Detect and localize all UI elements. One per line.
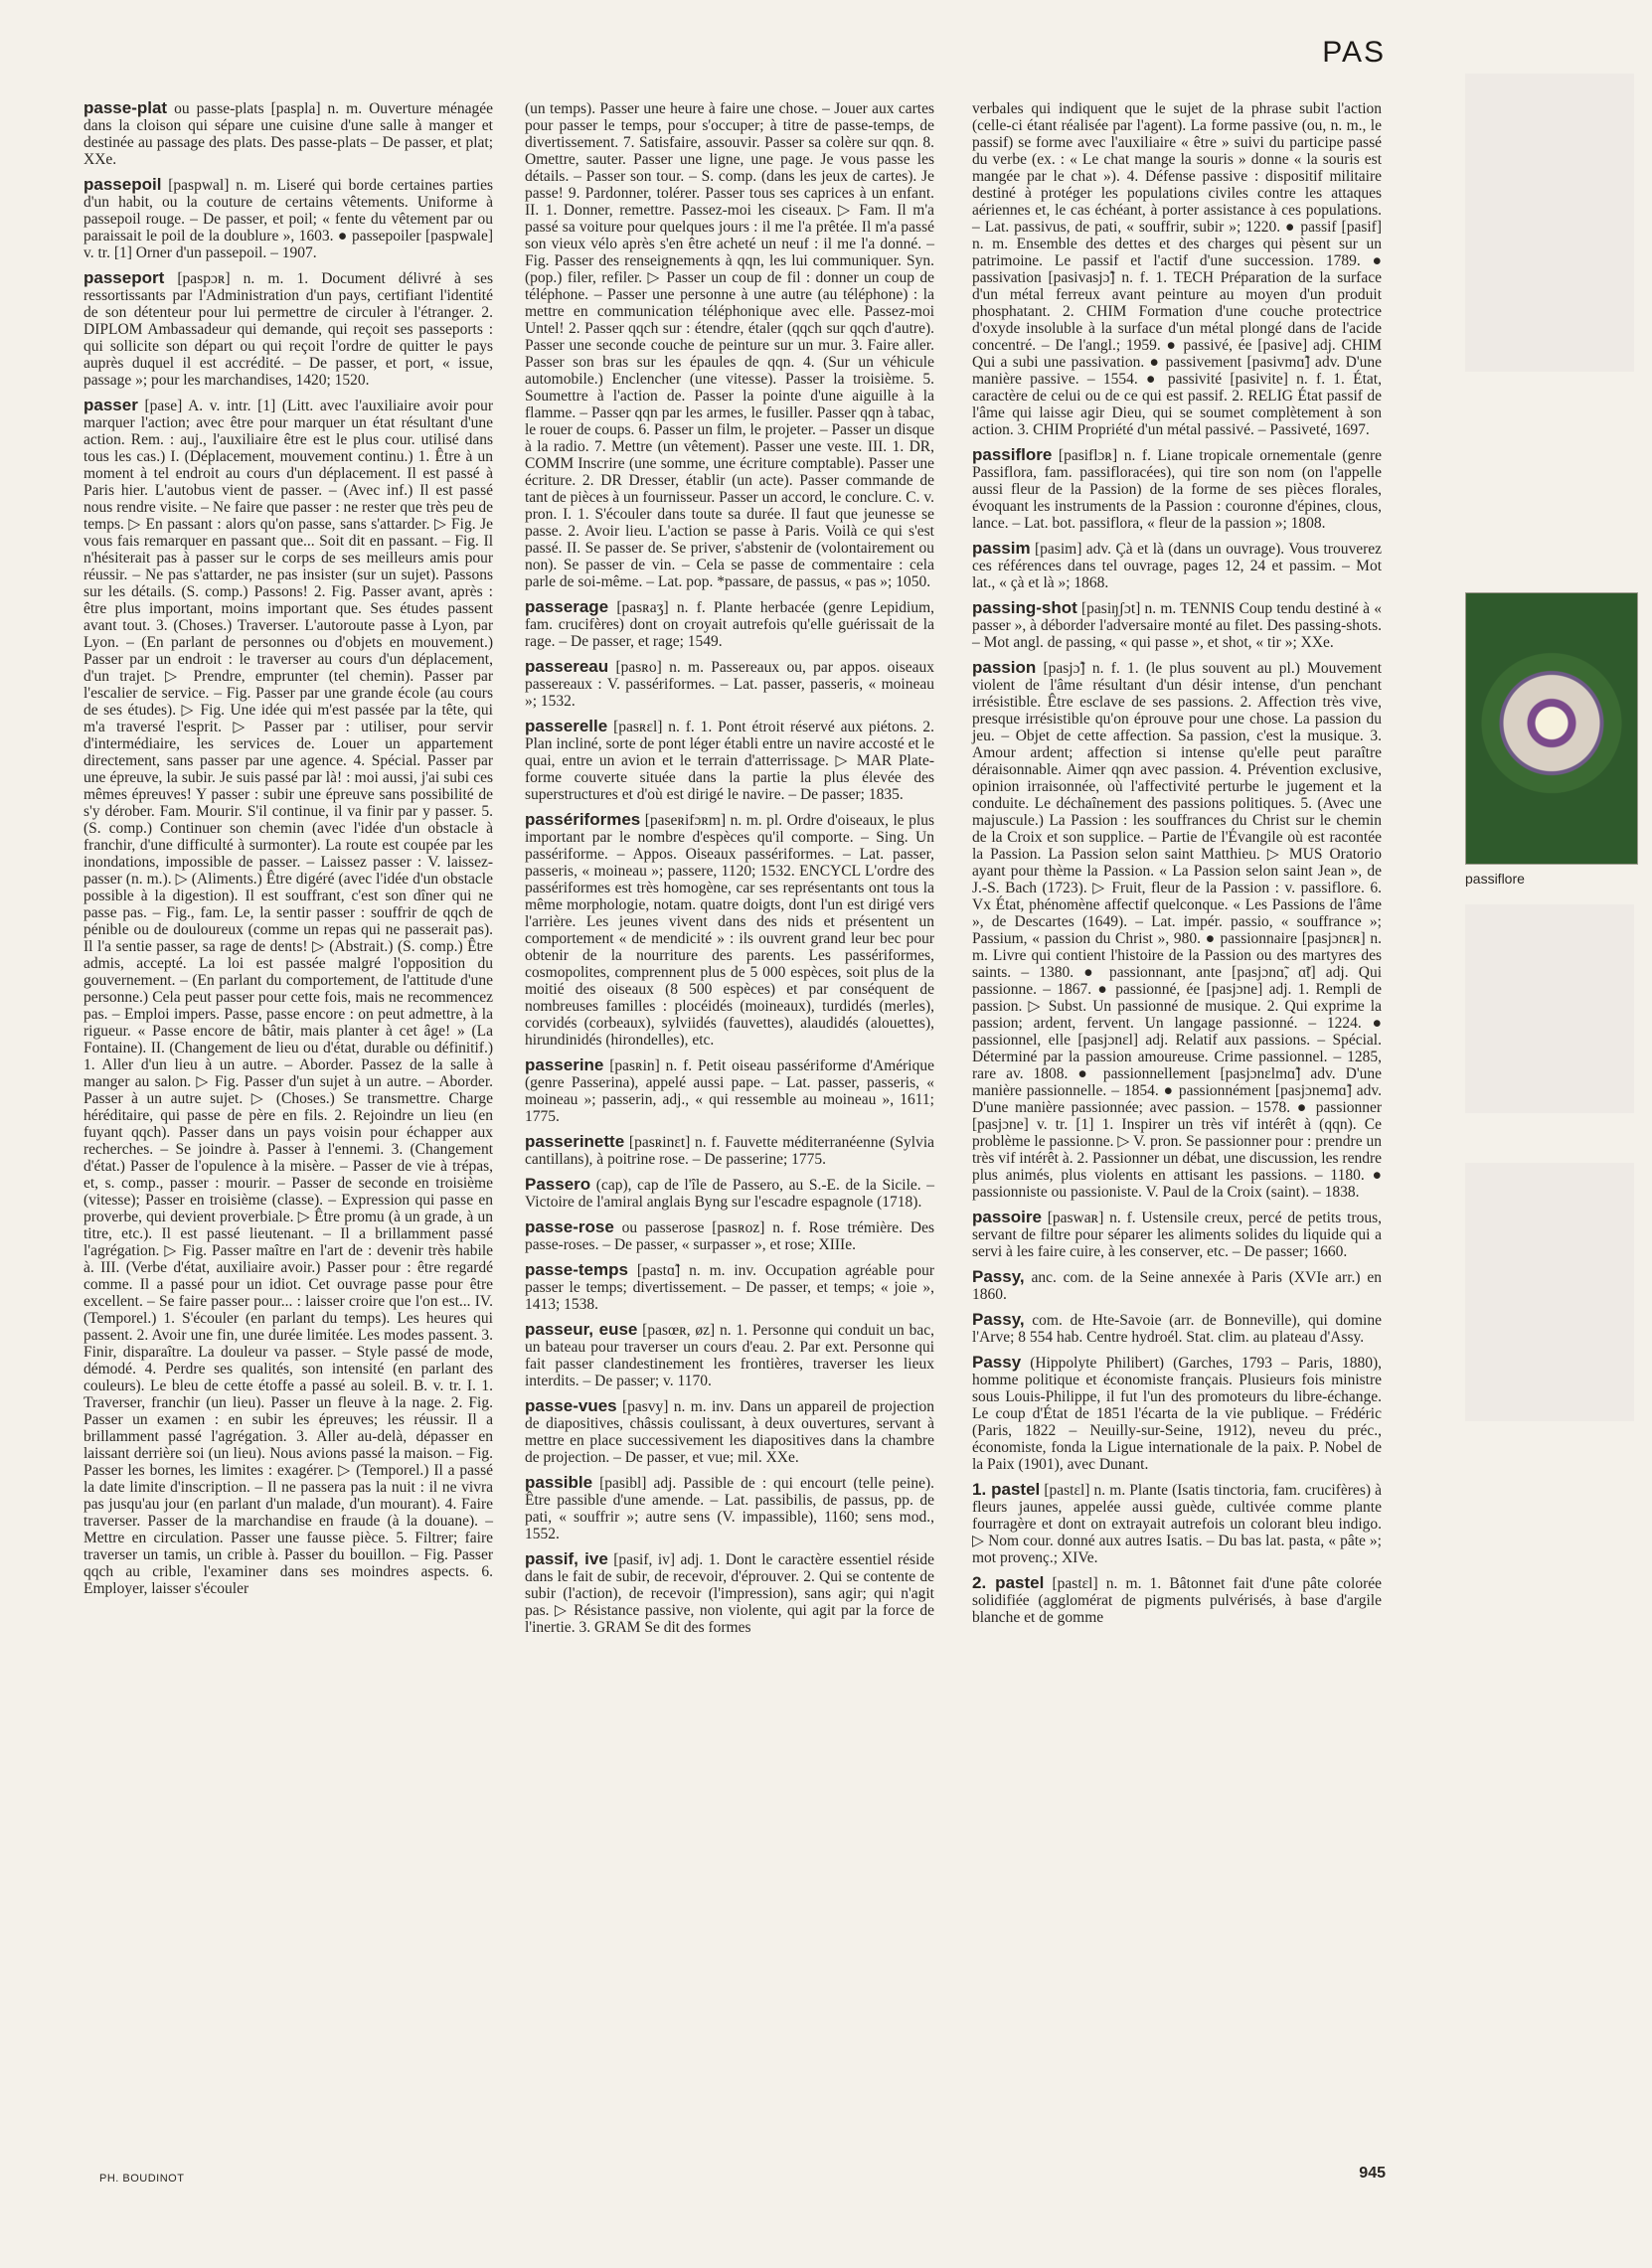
entry-definition: (Hippolyte Philibert) (Garches, 1793 – Paris, 1880), homme politique et économiste français. Plusieurs fois ministre sous Louis-Philippe, il fut l'un des promoteurs du libre-échange. Le coup d'État de 1851 l'écarta de la vie publique. – Frédéric (Paris, 1822 – Neuilly-sur-Seine, 1912), neveu du préc., économiste, fonda la Ligue internationale de la paix. P. Nobel de la Paix (1901), avec Dunant. (972, 1355, 1382, 1473)
dictionary-entry (83, 269, 493, 389)
entry-headword: passoire (972, 1208, 1042, 1226)
entry-headword: passe-plat (83, 98, 168, 117)
dictionary-entry (525, 1550, 934, 1636)
figure-caption: passiflore (1465, 871, 1525, 887)
dictionary-entry (525, 1474, 934, 1542)
entry-headword: passerage (525, 597, 609, 616)
entry-headword: passerine (525, 1055, 604, 1074)
dictionary-entry (525, 718, 934, 803)
passion-flower-photo (1465, 592, 1638, 865)
entry-headword: passe-temps (525, 1260, 628, 1279)
entry-definition: [pasʀɛl] n. f. 1. Pont étroit réservé aux piétons. 2. Plan incliné, sorte de pont léger établi entre un navire accosté et le quai, entre un avion et le terrain d'atterrissage. ▷ MAR Plate-forme couverte située dans la partie la plus élevée des superstructures et d'où est dirigé le navire. – De passer; 1835. (525, 719, 935, 803)
dictionary-entry (525, 1261, 934, 1313)
entry-headword: passereau (525, 657, 609, 676)
dictionary-entry (525, 1321, 934, 1389)
entry-definition: anc. com. de la Seine annexée à Paris (XVIe arr.) en 1860. (972, 1269, 1382, 1303)
dictionary-entry (972, 99, 1382, 438)
entry-headword: Passero (525, 1175, 591, 1194)
entry-definition: [paspwal] n. m. Liseré qui borde certaines parties d'un habit, ou la couture de certains vêtements. Uniforme à passepoil rouge. – De passer, et poil; « fente du vêtement par ou paraissait le poil de la doublure », 1603. ● passepoiler [paspwale] v. tr. [1] Orner d'un passepoil. – 1907. (83, 177, 494, 261)
entry-headword: passim (972, 539, 1031, 558)
entry-headword: passiflore (972, 445, 1053, 464)
entry-definition: ou passerose [pasʀoz] n. f. Rose trémière. Des passe-roses. – De passer, « surpasser », et rose; XIIIe. (525, 1219, 934, 1253)
dictionary-entry (972, 540, 1382, 591)
dictionary-entry (972, 1354, 1382, 1473)
dictionary-entry (525, 1397, 934, 1466)
entry-headword: passer (83, 396, 138, 414)
dictionary-entry (525, 811, 934, 1049)
entry-definition: [paseʀifɔʀm] n. m. pl. Ordre d'oiseaux, le plus important par le nombre d'espèces qu'il comporte. – Sing. Un passériforme. – Appos. Oiseaux passériformes. – Lat. passer, passeris, « moineau »; passere, 1120; 1532. ENCYCL L'ordre des passériformes est très homogène, car ses représentants ont tous la même morphologie, notam. quatre doigts, dont l'un est dirigé vers l'arrière. Les jeunes vivent dans des nids et présentent un comportement « de mendicité » : ils ouvrent grand leur bec pour obtenir de la nourriture des parents. Les passériformes, cosmopolites, comprennent plus de 5 000 espèces, soit plus de la moitié des oiseaux (8 500 espèces) et par conséquent de nombreuses familles : plocéidés (moineaux), turdidés (merles), corvidés (corbeaux), sylviidés (fauvettes), alaudidés (alouettes), hirundinidés (hirondelles), etc. (525, 812, 934, 1049)
entry-definition: com. de Hte-Savoie (arr. de Bonneville), qui domine l'Arve; 8 554 hab. Centre hydroél. Stat. clim. au plateau d'Assy. (972, 1312, 1382, 1346)
entry-definition: [pasjɔ̃] n. f. 1. (le plus souvent au pl.) Mouvement violent de l'âme résultant d'un désir intense, d'un penchant irrésistible. Être esclave de ses passions. 2. Affection très vive, presque irrésistible qu'on éprouve pour une chose. La passion du jeu. – Objet de cette affection. Sa passion, c'est la musique. 3. Amour ardent; affection si intense qu'elle peut paraître déraisonnable. Aimer qqn avec passion. 4. Prévention exclusive, opinion irraisonnée, où l'affectivité perturbe le jugement et la conduite. Le déchaînement des passions politiques. 5. (Avec une majuscule.) La Passion : les souffrances du Christ sur le chemin de la Croix et son supplice. – Partie de l'Évangile où est racontée la Passion. La Passion selon saint Matthieu. ▷ MUS Oratorio ayant pour thème la Passion. « La Passion selon saint Jean », de J.-S. Bach (1723). ▷ Fruit, fleur de la Passion : v. passiflore. 6. Vx État, phénomène affectif quelconque. « Les Passions de l'âme », de Descartes (1649). – Lat. impér. passio, « souffrance »; Passium, « passion du Christ », 980. ● passionnaire [pasjɔnɛʀ] n. m. Livre qui contient l'histoire de la Passion ou des martyres des saints. – 1380. ● passionnant, ante [pasjɔnɑ̃, ɑ̃t] adj. Qui passionne. – 1867. ● passionné, ée [pasjɔne] adj. 1. Rempli de passion. ▷ Subst. Un passionné de musique. 2. Qui exprime la passion; ardent, fervent. Un langage passionné. – 1224. ● passionnel, elle [pasjɔnɛl] adj. Relatif aux passions. – Spécial. Déterminé par la passion amoureuse. Crime passionnel. – 1285, rare av. 1808. ● passionnellement [pasjɔnɛlmɑ̃] adv. D'une manière passionnelle. – 1854. ● passionnément [pasjɔnemɑ̃] adv. D'une manière passionnée; avec passion. – 1578. ● passionner [pasjɔne] v. tr. [1] 1. Inspirer un très vif intérêt à (qqn). Ce problème le passionne. ▷ V. pron. Se passionner pour : prendre un très vif intérêt à. 2. Passionner un débat, une discussion, les rendre plus animés, plus violents en attisant les passions. – 1180. ● passionniste ou passioniste. V. Paul de la Croix (saint). – 1838. (972, 660, 1382, 1201)
entry-definition: [pase] A. v. intr. [1] (Litt. avec l'auxiliaire avoir pour marquer l'action; avec être pour marquer un état résultant d'une action. Rem. : auj., l'auxiliaire être est le plus cour. utilisé dans tous les cas.) I. (Déplacement, mouvement continu.) 1. Être à un moment à tel endroit au cours d'un déplacement. Il est passé à Paris hier. L'autobus vient de passer. – (Avec inf.) Il est passé nous rendre visite. – Ne faire que passer : ne rester que très peu de temps. ▷ En passant : alors qu'on passe, sans s'attarder. ▷ Fig. Je vous fais remarquer en passant que... Soit dit en passant. – Fig. Il n'hésiterait pas à passer sur le corps de ses meilleurs amis pour réussir. – Ne pas s'attarder, ne pas insister (sur un sujet). Passons sur les détails. (S. comp.) Passons! 2. Fig. Passer avant, après : être plus important, moins important que. Ses études passent avant tout. 3. (Choses.) Traverser. L'autoroute passe à Lyon, par Lyon. – (En parlant de personnes ou d'objets en mouvement.) Passer par un endroit : le traverser au cours d'un déplacement, d'un trajet. ▷ Prendre, emprunter (tel chemin). Passer par l'escalier de service. – Fig. Passer par une grande école (au cours de ses études). ▷ Fig. Une idée qui m'est passée par la tête, qui m'a traversé l'esprit. ▷ Passer par : utiliser, pour servir d'intermédiaire, les services de. Louer un appartement directement, sans passer par une agence. 4. Spécial. Passer par une épreuve, la subir. Je suis passé par là! : moi aussi, j'ai subi ces mêmes épreuves! Y passer : subir une épreuve sans possibilité de s'y dérober. Fam. Mourir. S'il continue, il va finir par y passer. 5. (S. comp.) Continuer son chemin (avec l'idée d'un obstacle à franchir, d'une difficulté à surmonter). La route est coupée par les inondations, impossible de passer. – Laissez passer : V. laissez-passer (n. m.). ▷ (Aliments.) Être digéré (avec l'idée d'un obstacle possible à la digestion). Il est souffrant, c'est son dîner qui ne passe pas. – Fig., fam. Le, la sentir passer : souffrir de qqch de pénible ou de douloureux (comme un repas qui ne passerait pas). Il l'a sentie passer, sa rage de dents! ▷ (Abstrait.) (S. comp.) Être admis, accepté. La loi est passée malgré l'opposition du gouvernement. – (En parlant du comportement, de l'attitude d'une personne.) Cela peut passer pour cette fois, mais ne recommencez pas. – Emploi impers. Passe, passe encore : on peut admettre, à la rigueur. « Passe encore de bâtir, mais planter à cet âge! » (La Fontaine). II. (Changement de lieu ou d'état, durable ou définitif.) 1. Aller d'un lieu à un autre. – Aborder. Passez de la salle à manger au salon. ▷ Fig. Passer d'un sujet à un autre. – Aborder. Passer à un autre sujet. ▷ (Choses.) Se transmettre. Charge héréditaire, qui passe de père en fils. 2. Rejoindre un lieu (en fuyant qqch). Passer dans un pays voisin pour échapper aux recherches. – Se joindre à. Passer à l'ennemi. 3. (Changement d'état.) Passer de l'opulence à la misère. – Passer de vie à trépas, et, s. comp., passer : mourir. – Passer de seconde en troisième (vitesse); Passer en troisième (classe). – Expression qui passe en proverbe, qui devient proverbiale. ▷ Être promu (à un grade, à un titre, etc.). Il est passé lieutenant. – Il a brillamment passé l'agrégation. ▷ Fig. Passer maître en l'art de : devenir très habile à. III. (Verbe d'état, auxiliaire avoir.) Passer pour : être regardé comme. Il a passé pour un idiot. Cet ouvrage passe pour être excellent. – Se faire passer pour... : laisser croire que l'on est... IV. (Temporel.) 1. S'écouler (en parlant du temps). Les heures qui passent. 2. Avoir une fin, une durée limitée. Les modes passent. 3. Finir, disparaître. La douleur va passer. – Style passé de mode, démodé. 4. Perdre ses qualités, son intensité (en parlant des couleurs). Le bleu de cette étoffe a passé au soleil. B. v. tr. I. 1. Traverser, franchir (un lieu). Passer un fleuve à la nage. 2. Fig. Passer un examen : en subir les épreuves; les réussir. Il a brillamment passé l'agrégation. 3. Aller au-delà, dépasser en laissant derrière soi (un lieu). Nous avions passé la maison. – Fig. Passer les bornes, les limites : exagérer. ▷ (Temporel.) Il a passé la date limite d'inscription. – Il ne passera pas la nuit : il ne vivra pas jusqu'au jour (en parlant d'un malade, d'un mourant). 4. Faire traverser. Passer de la marchandise en fraude (à la douane). – Mettre en circulation. Passer une fausse pièce. 5. Filtrer; faire traverser un tamis, un crible à. Passer du bouillon. – Fig. Passer qqch au crible, l'examiner dans ses moindres aspects. 6. Employer, laisser s'écouler (83, 398, 494, 1597)
entry-definition: [pasim] adv. Çà et là (dans un ouvrage). Vous trouverez ces références dans tel ouvrage, pages 12, 24 et passim. – Mot lat., « çà et là »; 1868. (972, 541, 1382, 591)
dictionary-entry (525, 1218, 934, 1253)
dictionary-entry (525, 99, 934, 590)
bleed-through-strip (1465, 74, 1634, 372)
entry-headword: 2. pastel (972, 1573, 1045, 1592)
entry-definition: (un temps). Passer une heure à faire une chose. – Jouer aux cartes pour passer le temps, pour s'occuper; à titre de passe-temps, de divertissement. 7. Satisfaire, assouvir. Passer sa colère sur qqn. 8. Omettre, sauter. Passer une ligne, une page. Je vous passe les détails. – Passer son tour. – S. comp. (dans les jeux de cartes). Je passe! 9. Pardonner, tolérer. Passer tous ses caprices à un enfant. II. 1. Donner, remettre. Passez-moi les ciseaux. ▷ Fam. Il m'a passé sa voiture pour quelques jours : il me l'a prêtée. Il m'a passé son vieux vélo après s'en être acheté un neuf : il me l'a donné. – Fig. Passer des renseignements à qqn, les lui communiquer. Syn. (pop.) filer, refiler. ▷ Passer un coup de fil : donner un coup de téléphone. – Passer une personne à une autre (au téléphone) : la mettre en communication téléphonique avec elle. Passez-moi Untel! 2. Passer qqch sur : étendre, étaler (qqch sur qqch d'autre). Passer une seconde couche de peinture sur un mur. 3. Faire aller. Passer son bras sur les épaules de qqn. 4. (Sur un véhicule automobile.) Enclencher (une vitesse). Passer la troisième. 5. Soumettre à l'action de. Passer la pointe d'une aiguille à la flamme. – Passer qqn par les armes, le fusiller. Passer qqn à tabac, le rouer de coups. 6. Passer un film, le projeter. – Passer un disque à la radio. 7. Mettre (un vêtement). Passer une veste. III. 1. DR, COMM Inscrire (une somme, une écriture comptable). Passer une écriture. 2. DR Dresser, établir (un acte). Passer commande de tant de pièces à un fournisseur. Passer un accord, le conclure. C. v. pron. I. 1. S'écouler dans toute sa durée. Il faut que jeunesse se passe. 2. Avoir lieu. L'action se passe à Paris. Voilà ce qui s'est passé. II. Se passer de. Se priver, s'abstenir de (volontairement ou non). Se passer de vin. – Cela se passe de commentaire : cela parle de soi-même. – Lat. pop. *passare, de passus, « pas »; 1050. (525, 100, 934, 590)
entry-definition: [pasiflɔʀ] n. f. Liane tropicale ornementale (genre Passiflora, fam. passifloracées), qui tire son nom (on l'appelle aussi fleur de la Passion) de la forme de ses pièces florales, évoquant les instruments de la Passion : couronne d'épines, clous, lance. – Lat. bot. passiflora, « fleur de la passion »; 1808. (972, 447, 1383, 532)
dictionary-entry (525, 658, 934, 710)
entry-headword: Passy, (972, 1267, 1025, 1286)
dictionary-entry (972, 1268, 1382, 1303)
column-2 (525, 99, 934, 1644)
entry-headword: passepoil (83, 175, 162, 194)
entry-definition: [paspɔʀ] n. m. 1. Document délivré à ses ressortissants par l'Administration d'un pays, certifiant l'identité de son détenteur pour lui permettre de circuler à l'étranger. 2. DIPLOM Ambassadeur qui demande, qui reçoit ses passeports : qui sollicite son départ ou qui reçoit l'ordre de quitter le pays auprès duquel il est accrédité. – De passer, et port, « issue, passage »; pour les marchandises, 1420; 1520. (83, 270, 494, 389)
passiflora-figure (1465, 592, 1638, 887)
bleed-through-strip (1465, 1163, 1634, 1421)
dictionary-entry (83, 176, 493, 261)
entry-headword: Passy, (972, 1310, 1025, 1329)
dictionary-entry (525, 1056, 934, 1125)
dictionary-entry (83, 397, 493, 1597)
entry-headword: passériformes (525, 810, 641, 829)
entry-definition: [pasʀin] n. f. Petit oiseau passériforme d'Amérique (genre Passerina), appelé aussi pape. – Lat. passer, passeris, « moineau »; passerin, adj., « qui ressemble au moineau », 1611; 1775. (525, 1057, 934, 1125)
entry-headword: passe-rose (525, 1217, 614, 1236)
entry-headword: 1. pastel (972, 1480, 1041, 1499)
entry-definition: (cap), cap de l'île de Passero, au S.-E. de la Sicile. – Victoire de l'amiral anglais Byng sur l'escadre espagnole (1718). (525, 1177, 935, 1211)
dictionary-entry (972, 1311, 1382, 1346)
entry-definition: [pasʀo] n. m. Passereaux ou, par appos. oiseaux passereaux : V. passériformes. – Lat. passer, passeris, « moineau »; 1532. (525, 659, 934, 710)
entry-headword: passeur, euse (525, 1320, 638, 1339)
entry-headword: passion (972, 658, 1037, 677)
entry-headword: passeport (83, 268, 165, 287)
entry-headword: passif, ive (525, 1549, 608, 1568)
dictionary-entry (972, 1481, 1382, 1566)
entry-headword: Passy (972, 1353, 1022, 1372)
entry-definition: [pasʀaʒ] n. f. Plante herbacée (genre Lepidium, fam. crucifères) dont on croyait autrefois qu'elle guérissait de la rage. – De passer, et rage; 1549. (525, 599, 934, 650)
entry-definition: [pasibl] adj. Passible de : qui encourt (telle peine). Être passible d'une amende. – Lat. passibilis, de passus, pp. de pati, « souffrir »; autre sens (V. impassible), 1160; sens mod., 1552. (525, 1475, 934, 1542)
entry-headword: passerinette (525, 1132, 625, 1151)
entry-definition: [pastɛl] n. m. 1. Bâtonnet fait d'une pâte colorée solidifiée (agglomérat de pigments pulvérisés, à base d'argile blanche et de gomme (972, 1575, 1383, 1626)
entry-headword: passerelle (525, 717, 608, 735)
column-3 (972, 99, 1382, 1634)
guide-word: PAS (1322, 36, 1386, 69)
dictionary-entry (972, 1209, 1382, 1260)
entry-definition: ou passe-plats [paspla] n. m. Ouverture ménagée dans la cloison qui sépare une cuisine d'une salle à manger et destinée au passage des plats. Des passe-plats – De passer, et plat; XXe. (83, 100, 493, 168)
entry-definition: [pastɛl] n. m. Plante (Isatis tinctoria, fam. crucifères) à fleurs jaunes, appelée aussi guède, cultivée comme plante fourragère et dont on extrayait autrefois un colorant bleu indigo. ▷ Nom cour. donné aux autres Isatis. – Du bas lat. pasta, « pâte »; mot provenç.; XIVe. (972, 1482, 1382, 1566)
dictionary-entry (972, 446, 1382, 532)
dictionary-entry (525, 1176, 934, 1211)
entry-definition: [pasiŋʃɔt] n. m. TENNIS Coup tendu destiné à « passer », à déborder l'adversaire monté au filet. Des passing-shots. – Mot angl. de passing, « qui passe », et shot, « tir »; XXe. (972, 600, 1382, 651)
column-1 (83, 99, 493, 1605)
entry-definition: [pastɑ̃] n. m. inv. Occupation agréable pour passer le temps; divertissement. – De passer, et temps; « joie », 1413; 1538. (525, 1262, 934, 1313)
entry-definition: [pasʀinɛt] n. f. Fauvette méditerranéenne (Sylvia cantillans), à poitrine rose. – De passerine; 1775. (525, 1134, 935, 1168)
entry-definition: [paswaʀ] n. f. Ustensile creux, percé de petits trous, servant de filtre pour séparer les aliments solides du liquide qui a servi à les faire cuire, à les conserver, etc. – De passer; 1660. (972, 1210, 1382, 1260)
dictionary-entry (83, 99, 493, 168)
photo-credit: PH. BOUDINOT (99, 2173, 185, 2185)
page-number: 945 (1359, 2165, 1386, 2182)
entry-definition: [pasœʀ, øz] n. 1. Personne qui conduit un bac, un bateau pour traverser un cours d'eau. 2. Par ext. Personne qui fait passer clandestinement les frontières, traverser les lieux interdits. – De passer; v. 1170. (525, 1322, 934, 1389)
dictionary-entry (972, 659, 1382, 1201)
entry-definition: verbales qui indiquent que le sujet de la phrase subit l'action (celle-ci étant réalisée par l'agent). La forme passive (ou, n. m., le passif) se forme avec l'auxiliaire « être » suivi du participe passé du verbe (ex. : « Le chat mange la souris » donne « la souris est mangée par le chat »). 4. Défense passive : dispositif militaire destiné à protéger les populations civiles contre les attaques aériennes et, le cas échéant, à porter assistance à ces populations. – Lat. passivus, de pati, « souffrir, subir »; 1220. ● passif [pasif] n. m. Ensemble des dettes et des charges qui pèsent sur un patrimoine. Le passif et l'actif d'une succession. 1789. ● passivation [pasivasjɔ̃] n. f. 1. TECH Préparation de la surface d'un métal ferreux avant peinture au moyen d'un produit phosphatant. 2. CHIM Formation d'une couche protectrice d'oxyde insoluble à la surface d'un métal plongé dans de l'acide concentré. – De l'angl.; 1959. ● passivé, ée [pasive] adj. CHIM Qui a subi une passivation. ● passivement [pasivmɑ̃] adv. D'une manière passive. – 1554. ● passivité [pasivite] n. f. 1. État, caractère de celui ou de ce qui est passif. 2. RELIG État passif de l'âme qui laisse agir Dieu, qui se soumet complètement à son action. 3. CHIM Propriété d'un métal passivé. – Passiveté, 1697. (972, 100, 1382, 438)
entry-headword: passe-vues (525, 1396, 617, 1415)
dictionary-entry (972, 599, 1382, 651)
entry-definition: [pasvy] n. m. inv. Dans un appareil de projection de diapositives, châssis coulissant, à deux ouvertures, servant à mettre en place successivement les diapositives dans la chambre de projection. – De passer, et vue; mil. XXe. (525, 1398, 934, 1466)
dictionary-entry (525, 598, 934, 650)
entry-headword: passible (525, 1473, 593, 1492)
entry-definition: [pasif, iv] adj. 1. Dont le caractère essentiel réside dans le fait de subir, de recevoir, d'éprouver. 2. Qui se contente de subir (l'action), de recevoir (l'impression), sans agir; qui n'agit pas. ▷ Résistance passive, non violente, qui agit par la force de l'inertie. 3. GRAM Se dit des formes (525, 1551, 935, 1636)
dictionary-entry (972, 1574, 1382, 1626)
entry-headword: passing-shot (972, 598, 1077, 617)
bleed-through-strip (1465, 904, 1634, 1113)
dictionary-entry (525, 1133, 934, 1168)
